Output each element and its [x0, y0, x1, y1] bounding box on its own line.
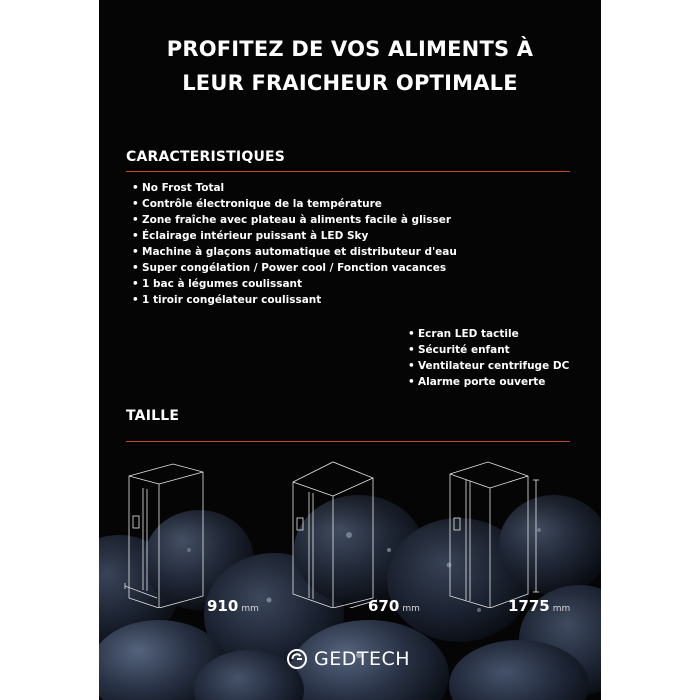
feature-item: • Super congélation / Power cool / Fonction vacances	[132, 262, 447, 274]
feature-text: Machine à glaçons automatique et distributeur d'eau	[142, 246, 457, 258]
feature-text: Ventilateur centrifuge DC	[418, 360, 570, 372]
feature-text: Sécurité enfant	[418, 344, 510, 356]
feature-text: Super congélation / Power cool / Fonction vacances	[142, 262, 447, 274]
brand-name: GEDTECH	[314, 648, 411, 670]
page-title	[99, 32, 601, 100]
feature-item: • Alarme porte ouverte	[408, 376, 546, 388]
feature-item: • Ecran LED tactile	[408, 328, 519, 340]
feature-item: • Machine à glaçons automatique et distributeur d'eau	[132, 246, 457, 258]
feature-item: • Ventilateur centrifuge DC	[408, 360, 570, 372]
feature-item: • Zone fraîche avec plateau à aliments facile à glisser	[132, 214, 452, 226]
feature-item: • No Frost Total	[132, 182, 225, 194]
feature-text: Ecran LED tactile	[418, 328, 519, 340]
feature-text: Éclairage intérieur puissant à LED Sky	[142, 230, 369, 242]
fridge-width-diagram	[123, 458, 213, 608]
dimension-height	[508, 596, 570, 615]
dimension-depth	[368, 596, 420, 615]
taille-heading: TAILLE	[126, 408, 180, 424]
product-sheet	[99, 0, 601, 700]
feature-item: • Éclairage intérieur puissant à LED Sky	[132, 230, 369, 242]
dimension-depth-value: 670	[368, 597, 400, 615]
fridge-height-diagram	[444, 458, 544, 608]
feature-text: 1 bac à légumes coulissant	[142, 278, 303, 290]
feature-item: • Sécurité enfant	[408, 344, 510, 356]
gedtech-logo-icon	[286, 648, 308, 670]
features-list	[132, 180, 457, 308]
dimension-height-unit: mm	[552, 604, 571, 614]
gedtech-logo	[286, 645, 410, 673]
taille-divider	[126, 441, 570, 442]
dimension-height-value: 1775	[508, 597, 550, 615]
dimension-width-value: 910	[207, 597, 239, 615]
dimension-width-unit: mm	[241, 604, 259, 614]
feature-text: Zone fraîche avec plateau à aliments facile à glisser	[142, 214, 452, 226]
features-list-secondary	[408, 326, 569, 390]
feature-item: • 1 tiroir congélateur coulissant	[132, 294, 322, 306]
feature-text: 1 tiroir congélateur coulissant	[142, 294, 322, 306]
caracteristiques-divider	[126, 171, 570, 172]
title-line-1: PROFITEZ DE VOS ALIMENTS À	[166, 37, 534, 61]
dimension-depth-unit: mm	[402, 604, 420, 614]
feature-text: Alarme porte ouverte	[418, 376, 546, 388]
title-line-2: LEUR FRAICHEUR OPTIMALE	[182, 71, 518, 95]
feature-item: • Contrôle électronique de la température	[132, 198, 382, 210]
feature-text: No Frost Total	[142, 182, 225, 194]
dimension-width	[207, 596, 259, 615]
caracteristiques-heading: CARACTERISTIQUES	[126, 149, 286, 165]
feature-text: Contrôle électronique de la température	[142, 198, 382, 210]
fridge-depth-diagram	[289, 458, 379, 608]
feature-item: • 1 bac à légumes coulissant	[132, 278, 303, 290]
